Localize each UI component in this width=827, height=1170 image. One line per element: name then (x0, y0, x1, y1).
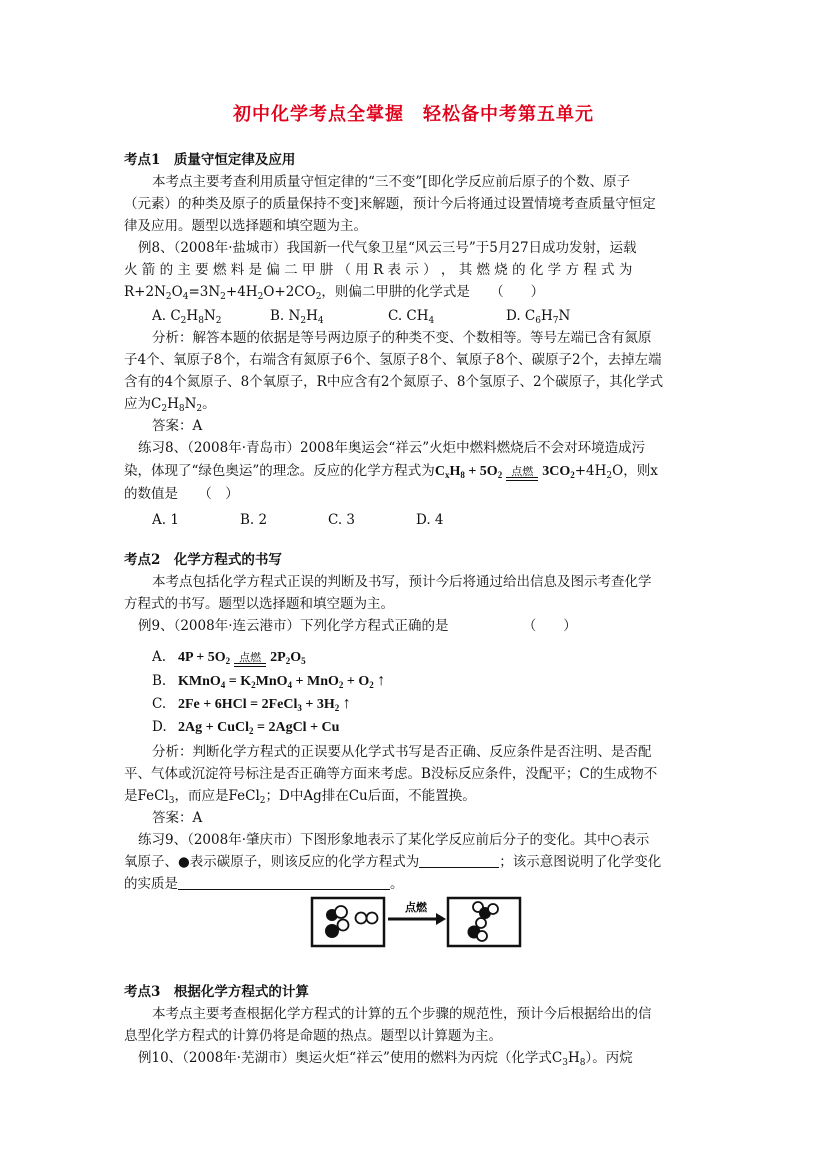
option-a-equation: A. $4P + 5O_2$ 点燃 $2P_2O_5$ (152, 649, 306, 666)
paragraph-line: 律及应用。题型以选择题和填空题为主。 (124, 218, 367, 234)
analysis-line: 分析：判断化学方程式的正误要从化学式书写是否正确、反应条件是否注明、是否配 (152, 744, 652, 760)
option-d: D. 4 (416, 512, 444, 528)
example-8-question: ，则偏二甲肼的化学式是 （ ） (321, 284, 545, 300)
analysis-line: 是FeCl$_3$，而应是FeCl$_2$；D中Ag排在Cu后面，不能置换。 (124, 788, 476, 806)
option-b: B. $N_2H_4$ (270, 308, 324, 326)
practice-8-question: 的数值是 （ ） (124, 486, 239, 502)
example-8-options (152, 306, 714, 326)
analysis-line: 含有的4个氮原子、8个氧原子，R中应含有2个氮原子、8个氢原子、2个碳原子，其化学式 (124, 374, 664, 390)
answer-line: 答案：A (152, 418, 203, 434)
arrow-head-icon (436, 913, 446, 925)
oxygen-atom (356, 913, 367, 924)
option-c-equation: C. 2Fe + 6HCl = 2FeCl$_3$ + $3H_2$ ↑ (152, 695, 351, 713)
example-9-line: 例9、（2008年·连云港市）下列化学方程式正确的是 （ ） (138, 618, 577, 634)
section-heading-3: 考点3 根据化学方程式的计算 (124, 984, 309, 1000)
page-title: 初中化学考点全掌握 轻松备中考第五单元 (233, 104, 594, 125)
example-8-equation-line: $R+2N_2O_4=3N_2+4H_2O+2CO_2$，则偏二甲肼的化学式是 （ ） (124, 284, 545, 302)
answer-blank[interactable] (419, 853, 499, 868)
analysis-line: 应为$C_2H_8N_2$。 (124, 396, 216, 414)
option-a: A. 1 (152, 512, 179, 528)
oxygen-atom (367, 913, 378, 924)
section-heading-1: 考点1 质量守恒定律及应用 (124, 152, 296, 168)
paragraph-line: 息型化学方程式的计算仍将是命题的热点。题型以计算题为主。 (124, 1028, 502, 1044)
option-a: A. $C_2H_8N_2$ (152, 308, 222, 326)
fig-condition-label: 点燃 (405, 901, 427, 914)
analysis-line: 子4个、氧原子8个，右端含有氮原子6个、氢原子8个、氧原子8个、碳原子2个，去掉左端 (124, 352, 662, 368)
practice-9-line: 的实质是 。 (124, 876, 404, 892)
oxygen-atom (477, 931, 487, 941)
practice-9-line: 氧原子、●表示碳原子，则该反应的化学方程式为 ；该示意图说明了化学变化 (124, 854, 662, 870)
option-c: C. $CH_4$ (388, 308, 435, 326)
analysis-line: 平、气体或沉淀符号标注是否正确等方面来考虑。B没标反应条件，没配平；C的生成物不 (124, 766, 658, 782)
practice-8-equation-line: 染，体现了“绿色奥运”的理念。反应的化学方程式为$C_xH_8 + 5O_2$ 点燃 $3CO_2+4H_2O$，则x (124, 463, 658, 481)
paragraph-line: （元素）的种类及原子的质量保持不变]来解题，预计今后将通过设置情境考查质量守恒定 (124, 196, 656, 212)
oxygen-atom (476, 918, 486, 928)
practice-8-options (152, 510, 714, 530)
example-8-line: 例8、（2008年·盐城市）我国新一代气象卫星“风云三号”于5月27日成功发射，运载 (138, 240, 637, 256)
option-c: C. 3 (328, 512, 356, 528)
practice-8-line: 练习8、（2008年·青岛市）2008年奥运会“祥云”火炬中燃料燃烧后不会对环境造成污 (138, 440, 646, 456)
paragraph-line: 本考点主要考查根据化学方程式的计算的五个步骤的规范性，预计今后根据给出的信 (152, 1006, 652, 1022)
option-d-equation: D. 2Ag + CuCl$_2$ = 2AgCl + Cu (152, 719, 340, 736)
example-10-line: 例10、（2008年·芜湖市）奥运火炬“祥云”使用的燃料为丙烷（化学式$C_3H_8$）。丙烷 (138, 1050, 633, 1068)
section-heading-2: 考点2 化学方程式的书写 (124, 552, 282, 568)
oxygen-atom (488, 904, 498, 914)
oxygen-atom (335, 906, 347, 918)
paragraph-line: 方程式的书写。题型以选择题和填空题为主。 (124, 596, 394, 612)
paragraph-line: 本考点主要考查利用质量守恒定律的“三不变”[即化学反应前后原子的个数、原子 (152, 174, 631, 190)
answer-line: 答案：A (152, 810, 203, 826)
example-8-line: 火 箭 的 主 要 燃 料 是 偏 二 甲 肼 （ 用 R 表 示 ） ， 其 燃 烧 的 化 学 方 程 式 为 (124, 262, 633, 278)
answer-blank[interactable] (178, 875, 390, 890)
analysis-line: 分析：解答本题的依据是等号两边原子的种类不变、个数相等。等号左端已含有氮原 (152, 330, 652, 346)
reaction-diagram (310, 895, 522, 950)
oxygen-atom (338, 920, 349, 931)
practice-9-line: 练习9、（2008年·肇庆市）下图形象地表示了某化学反应前后分子的变化。其中○表示 (138, 832, 650, 848)
option-b-equation: B. KMnO$_4$ = $K_2MnO_4 + MnO_2 + O_2$ ↑ (152, 672, 386, 690)
option-b: B. 2 (240, 512, 268, 528)
propane-equation: $C_xH_8 + 5O_2$ 点燃 $3CO_2$ (434, 464, 575, 480)
option-d: D. $C_6H_7N$ (506, 308, 571, 326)
paragraph-line: 本考点包括化学方程式正误的判断及书写，预计今后将通过给出信息及图示考查化学 (152, 574, 652, 590)
